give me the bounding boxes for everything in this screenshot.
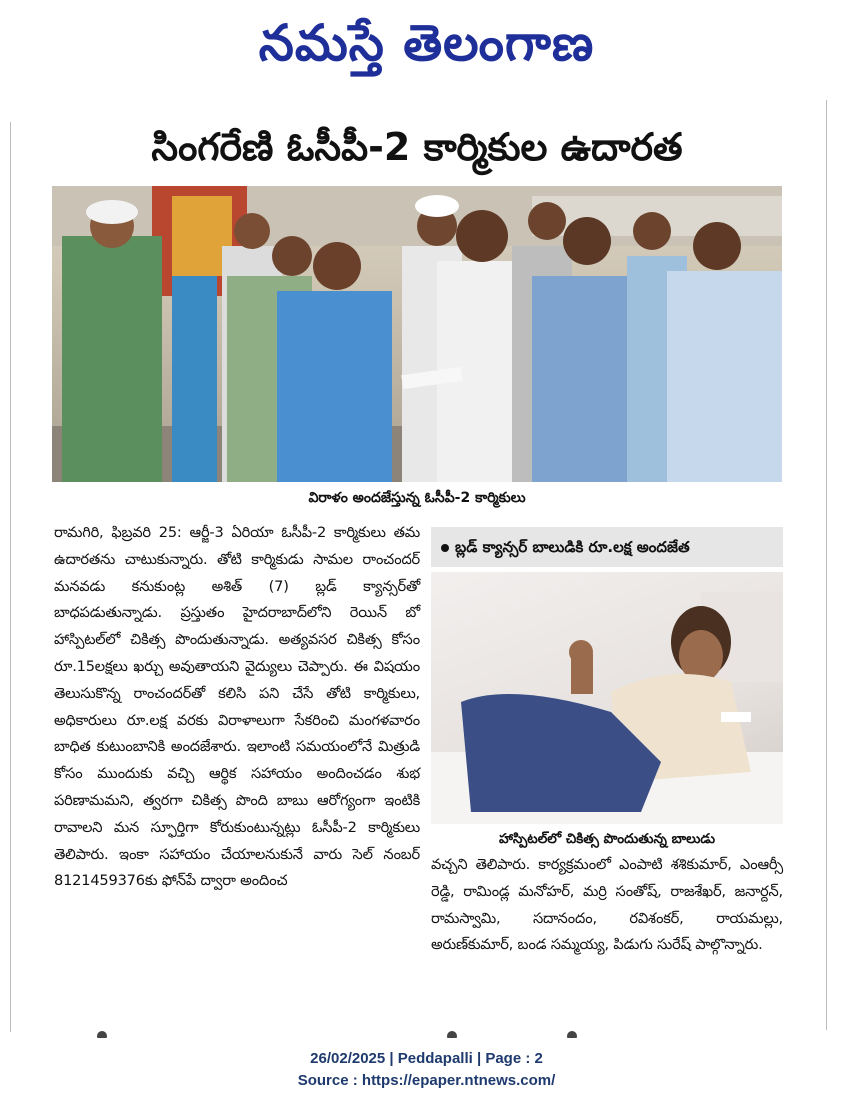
article-subhead (431, 527, 783, 567)
article-body-left-column (54, 520, 420, 1000)
page-frame-right (826, 100, 827, 1030)
next-article-fragment (52, 1028, 782, 1038)
child-photo-caption: హాస్పిటల్‌లో చికిత్స పొందుతున్న బాలుడు (498, 831, 716, 847)
child-photo-illustration (431, 572, 783, 824)
main-photo-illustration (52, 186, 782, 482)
bullet-icon (441, 544, 449, 552)
main-photo-caption: విరాళం అందజేస్తున్న ఓసీపీ-2 కార్మికులు (308, 490, 526, 506)
article-body-left-text: రామగిరి, ఫిబ్రవరి 25: ఆర్జీ-3 ఏరియా ఓసీపీ-2 కార్మికులు తమ ఉదారతను చాటుకున్నారు. తోటి కార్మికుడు సామల రాంచందర్ మనవడు కనుకుంట్ల అశిత్ (7) బ్లడ్ క్యాన్సర్‌తో బాధపడుతున్నాడు. ప్రస్తుతం హైదరాబాద్‌లోని రెయిన్ బో హాస్పిటల్‌లో చికిత్స పొందుతున్నాడు. అత్యవసర చికిత్స కోసం రూ.15లక్షలు ఖర్చు అవుతాయని వైద్యులు చెప్పారు. ఈ విషయం తెలుసుకొన్న రాంచందర్‌తో కలిసి పని చేసే తోటి కార్మికులు, అధికారులు రూ.లక్ష వరకు విరాళాలుగా సేకరించి మంగళవారం బాధిత కుటుంబానికి అందజేశారు. ఇలాంటి సమయంలోనే మిత్రుడి కోసం ముందుకు వచ్చి ఆర్థిక సహాయం అందించడం శుభ పరిణామమని, త్వరగా చికిత్స పొంది బాబు ఆరోగ్యంగా ఇంటికి రావాలని మన స్ఫూర్తిగా కోరుకుంటున్నట్లు ఓసీపీ-2 కార్మికులు తెలిపారు. ఇంకా సహాయం చేయాలనుకునే వారు సెల్ నంబర్ 8121459376కు ఫోన్‌పే ద్వారా అందించ (54, 524, 420, 890)
article-subhead-text: బ్లడ్ క్యాన్సర్ బాలుడికి రూ.లక్ష అందజేత (455, 538, 690, 556)
child-photo (431, 572, 783, 824)
main-photo (52, 186, 782, 482)
footer-source-line[interactable]: Source : https://epaper.ntnews.com/ (297, 1072, 556, 1089)
article-body-right-text: వచ్చని తెలిపారు. కార్యక్రమంలో ఎంపాటి శశికుమార్, ఎంఆర్సీ రెడ్డి, రామిండ్ల మనోహర్, మర్రి సంతోష్, రాజశేఖర్, జనార్దన్, రామస్వామి, సదానందం, రవిశంకర్, రాయమల్లు, అరుణ్‌కుమార్, బండ సమ్మయ్య, పిడుగు సురేష్ పాల్గొన్నారు. (431, 856, 783, 954)
article-body-right-column (431, 852, 783, 1002)
article-headline: సింగరేణి ఓసీపీ-2 కార్మికుల ఉదారత (151, 125, 683, 169)
masthead-title: నమస్తే తెలంగాణ (258, 13, 595, 72)
footer-date-line: 26/02/2025 | Peddapalli | Page : 2 (310, 1050, 543, 1067)
page-frame-left (10, 122, 11, 1032)
